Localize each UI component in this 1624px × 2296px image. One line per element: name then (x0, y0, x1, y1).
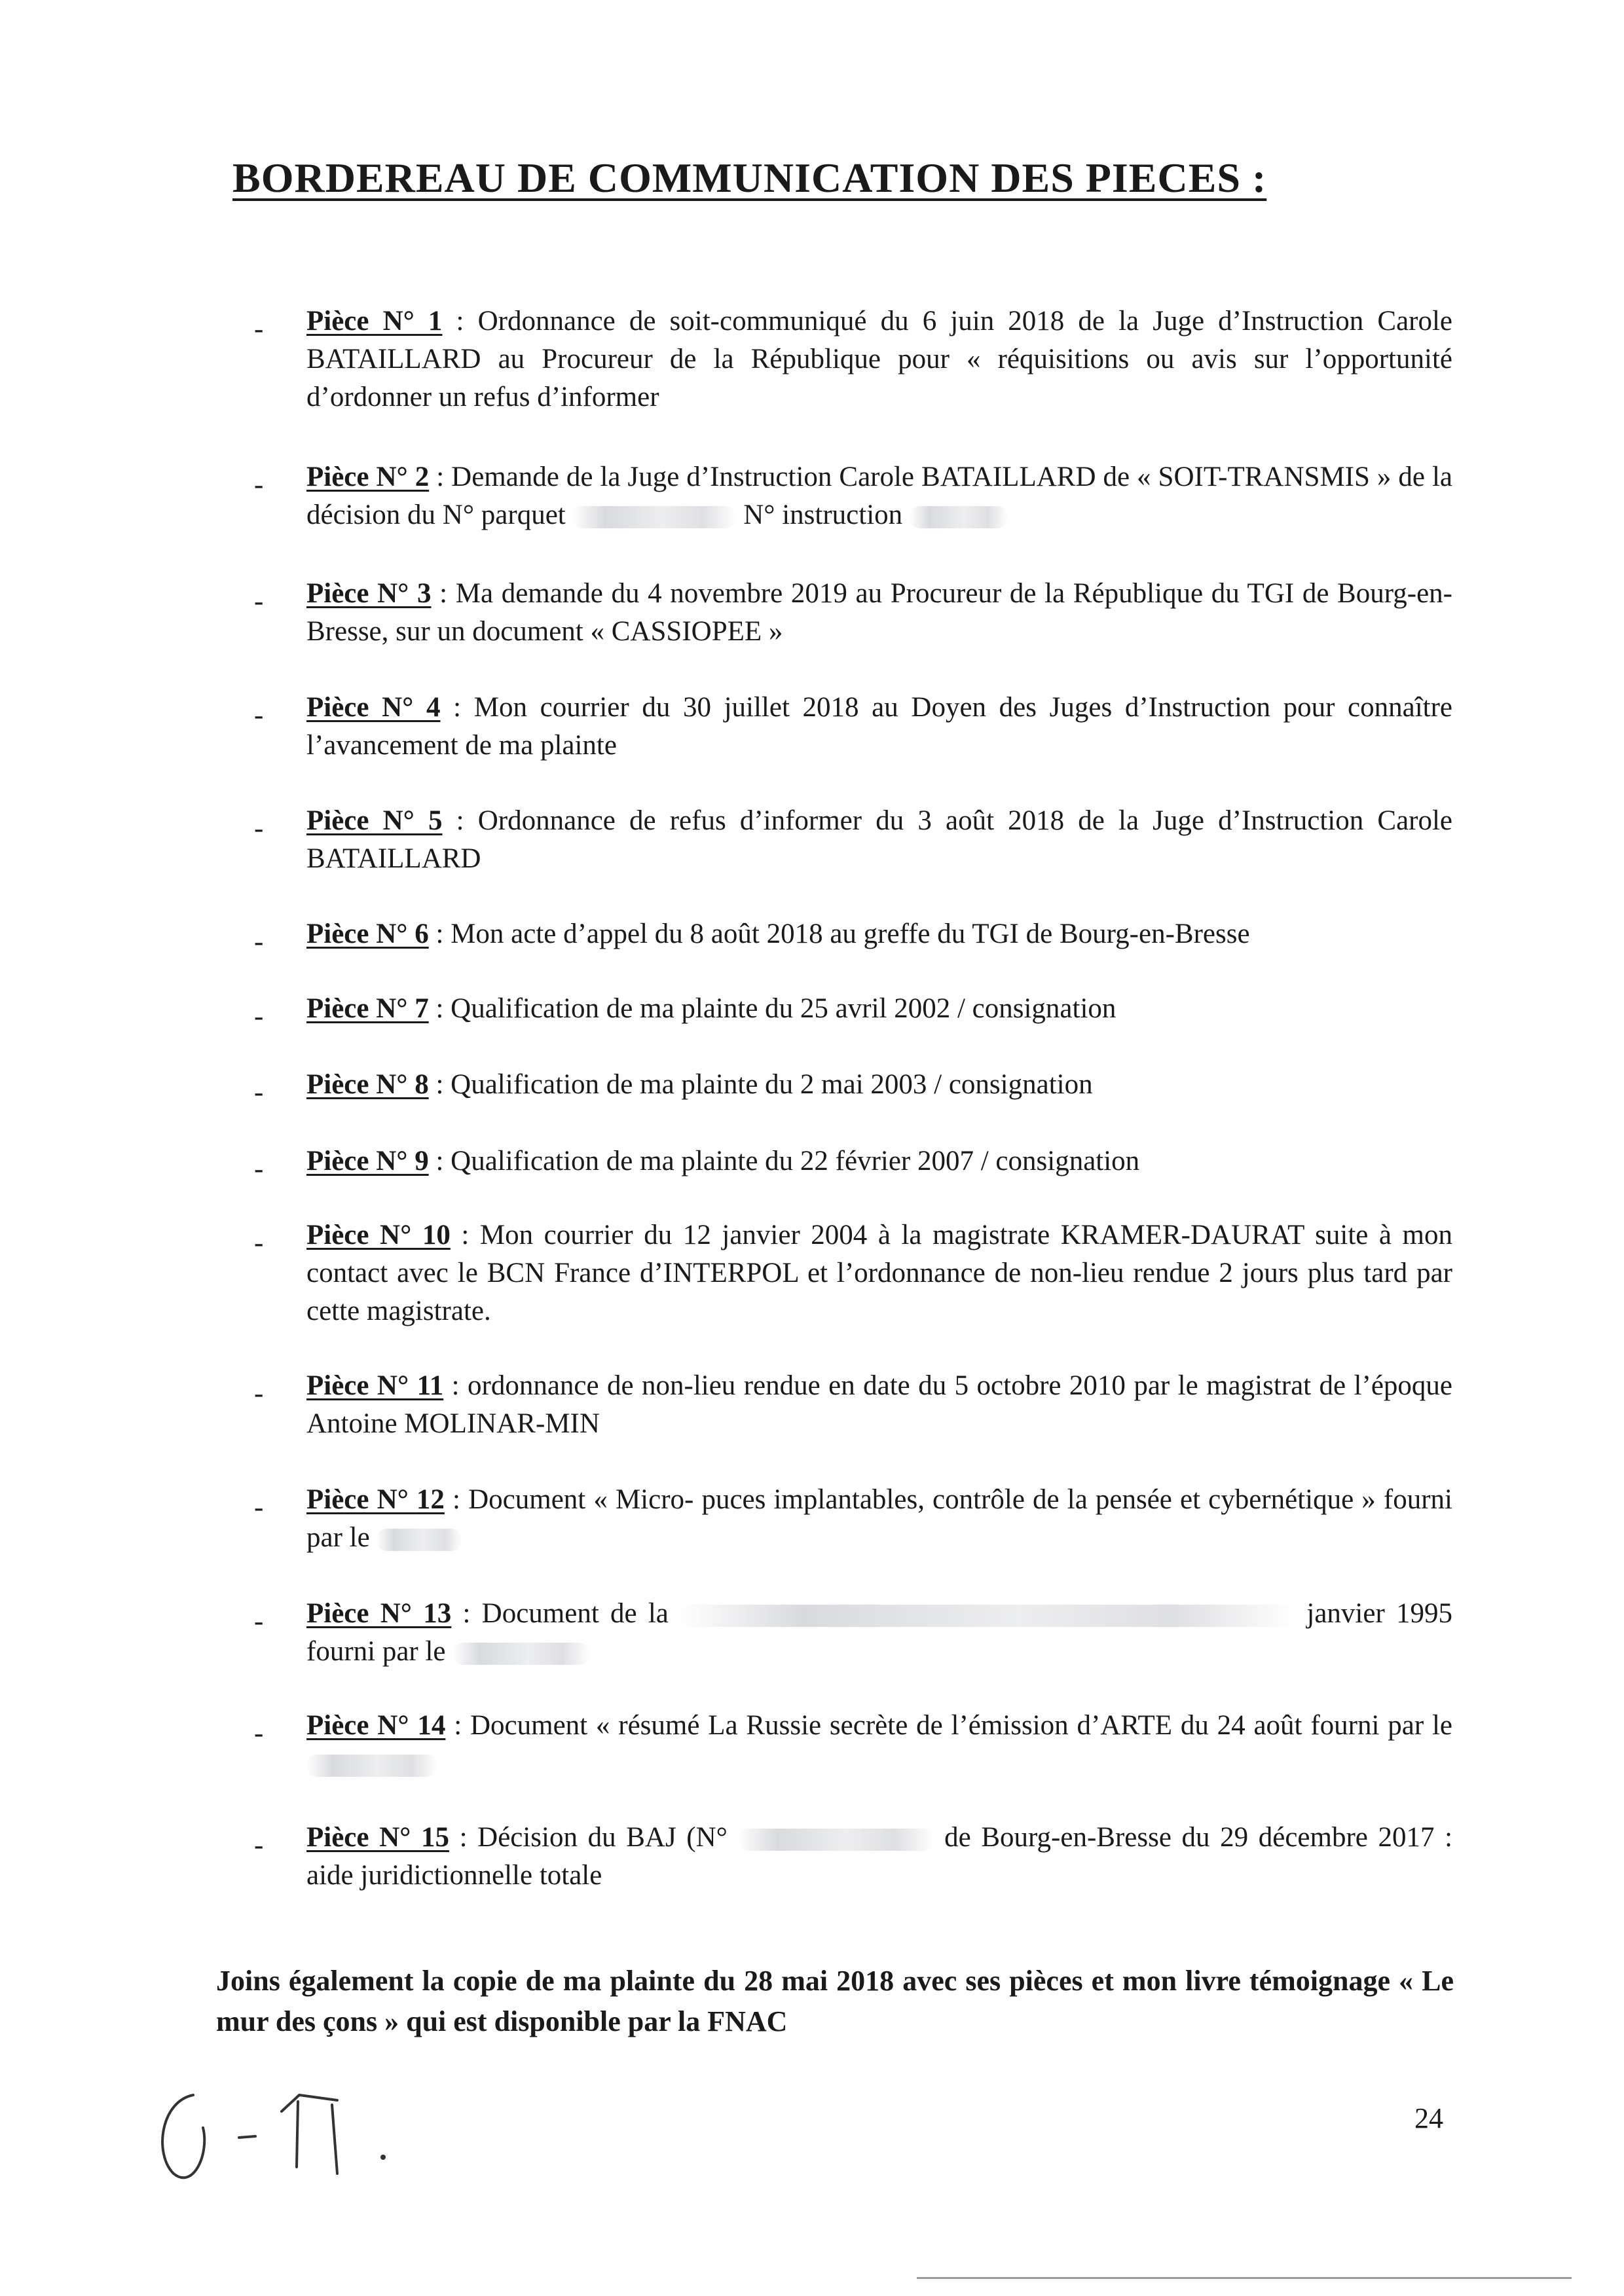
bullet-dash: - (254, 1606, 264, 1637)
bullet-dash: - (254, 1492, 264, 1523)
list-item-piece-8: - Pièce N° 8 : Qualification de ma plainte du 2 mai 2003 / consignation (306, 1066, 1452, 1104)
list-item-piece-15: - Pièce N° 15 : Décision du BAJ (N° de Bourg-en-Bresse du 29 décembre 2017 : aide juridictionnelle totale (254, 1822, 1453, 1891)
list-item-piece-7: - Pièce N° 7 : Qualification de ma plainte du 25 avril 2002 / consignation (306, 990, 1452, 1028)
piece-label: Pièce N° 9 (306, 1146, 429, 1176)
list-item-piece-11: - Pièce N° 11 : ordonnance de non-lieu rendue en date du 5 octobre 2010 par le magistrat de l’époque Antoine MOLINAR-MIN (254, 1370, 1452, 1439)
list-item-piece-10: - Pièce N° 10 : Mon courrier du 12 janvier 2004 à la magistrate KRAMER-DAURAT suite à mon contact avec le BCN France d’INTERPOL et l’ordonnance de non-lieu rendue 2 jours plus tard par cette magistrate. (254, 1220, 1453, 1326)
bullet-dash: - (254, 813, 264, 844)
bottom-divider (917, 2277, 1572, 2279)
list-item-piece-6: - Pièce N° 6 : Mon acte d’appel du 8 août 2018 au greffe du TGI de Bourg-en-Bresse (306, 915, 1452, 953)
bullet-dash: - (254, 1228, 264, 1258)
initial-stroke-o (162, 2095, 204, 2178)
list-item-piece-4: - Pièce N° 4 : Mon courrier du 30 juillet 2018 au Doyen des Juges d’Instruction pour connaître l’avancement de ma plainte (254, 692, 1453, 761)
piece-text: janvier 1995 fourni par le (306, 1598, 1453, 1667)
bullet-dash: - (254, 586, 264, 617)
piece-text: de Bourg-en-Bresse du 29 décembre 2017 : aide juridictionnelle totale (306, 1822, 1453, 1891)
piece-label: Pièce N° 15 (306, 1822, 449, 1853)
list-item-piece-5: - Pièce N° 5 : Ordonnance de refus d’informer du 3 août 2018 de la Juge d’Instruction Carole BATAILLARD (254, 805, 1453, 874)
redacted-area (452, 1643, 590, 1665)
list-item-piece-12: - Pièce N° 12 : Document « Micro- puces implantables, contrôle de la pensée et cybernétique » fourni par le (254, 1484, 1452, 1553)
piece-label: Pièce N° 11 (306, 1370, 444, 1401)
piece-label: Pièce N° 12 (306, 1484, 445, 1515)
bullet-dash: - (254, 1718, 264, 1749)
piece-text: Demande de la Juge d’Instruction Carole BATAILLARD de « SOIT-TRANSMIS » de la décision du N° parquet (306, 462, 1452, 530)
redacted-area (377, 1529, 462, 1551)
piece-label: Pièce N° 2 (306, 462, 430, 492)
piece-label: Pièce N° 6 (306, 919, 429, 949)
piece-text: Qualification de ma plainte du 2 mai 2003 / consignation (451, 1069, 1093, 1100)
bullet-dash: - (254, 1077, 264, 1108)
piece-label: Pièce N° 7 (306, 993, 429, 1024)
piece-label: Pièce N° 1 (306, 306, 443, 337)
list-item-piece-13: - Pièce N° 13 : Document de la janvier 1995 fourni par le (254, 1598, 1453, 1667)
list-item-piece-2: - Pièce N° 2 : Demande de la Juge d’Instruction Carole BATAILLARD de « SOIT-TRANSMIS » de la décision du N° parquet N° instruction (254, 462, 1452, 530)
piece-text: Qualification de ma plainte du 25 avril 2002 / consignation (451, 993, 1116, 1024)
initial-stroke-n (282, 2095, 337, 2174)
bullet-dash: - (254, 700, 264, 731)
bullet-dash: - (254, 469, 264, 500)
redacted-area (572, 506, 736, 528)
piece-label: Pièce N° 4 (306, 692, 441, 723)
piece-text: Document de la (481, 1598, 669, 1629)
piece-text: Décision du BAJ (N° (477, 1822, 728, 1853)
piece-text: Qualification de ma plainte du 22 février 2007 / consignation (451, 1146, 1140, 1176)
bullet-dash: - (254, 1830, 264, 1861)
bullet-dash: - (254, 1154, 264, 1184)
piece-text: Document « Micro- puces implantables, contrôle de la pensée et cybernétique » fourni par le (306, 1484, 1452, 1553)
piece-text: Ordonnance de soit-communiqué du 6 juin 2018 de la Juge d’Instruction Carole BATAILLARD au Procureur de la République pour « réquisitions ou avis sur l’opportunité d’ordonner un refus d’informer (306, 306, 1453, 412)
page-number: 24 (1414, 2102, 1443, 2134)
piece-label: Pièce N° 13 (306, 1598, 452, 1629)
piece-text: Document « résumé La Russie secrète de l’émission d’ARTE du 24 août fourni par le (470, 1710, 1453, 1741)
piece-label: Pièce N° 3 (306, 578, 432, 609)
piece-text: N° instruction (743, 500, 903, 530)
piece-label: Pièce N° 5 (306, 805, 443, 836)
initial-stroke-dash (239, 2136, 255, 2138)
list-item-piece-1: - Pièce N° 1 : Ordonnance de soit-communiqué du 6 juin 2018 de la Juge d’Instruction Carole BATAILLARD au Procureur de la République pour « réquisitions ou avis sur l’opportunité d’ordonner un refus d’informer (254, 306, 1453, 412)
bullet-dash: - (254, 314, 264, 344)
piece-label: Pièce N° 8 (306, 1069, 429, 1100)
piece-label: Pièce N° 10 (306, 1220, 451, 1250)
redacted-area (738, 1829, 934, 1851)
bullet-dash: - (254, 1378, 264, 1409)
page-title: BORDEREAU DE COMMUNICATION DES PIECES : (232, 155, 1267, 201)
piece-text: Ordonnance de refus d’informer du 3 août 2018 de la Juge d’Instruction Carole BATAILLARD (306, 805, 1453, 874)
piece-text: Ma demande du 4 novembre 2019 au Procureur de la République du TGI de Bourg-en-Bresse, sur un document « CASSIOPEE » (306, 578, 1453, 647)
initial-stroke-dot (380, 2155, 386, 2160)
piece-text: Mon acte d’appel du 8 août 2018 au greffe du TGI de Bourg-en-Bresse (451, 919, 1250, 949)
redacted-area (680, 1605, 1295, 1627)
handwritten-initials (147, 2075, 409, 2200)
piece-text: Mon courrier du 12 janvier 2004 à la magistrate KRAMER-DAURAT suite à mon contact avec le BCN France d’INTERPOL et l’ordonnance de non-lieu rendue 2 jours plus tard par cette magistrate. (306, 1220, 1453, 1326)
redacted-area (910, 506, 1008, 528)
bullet-dash: - (254, 1001, 264, 1032)
closing-note: Joins également la copie de ma plainte du 28 mai 2018 avec ses pièces et mon livre témoignage « Le mur des çons » qui est disponible par la FNAC (216, 1965, 1454, 2037)
piece-text: Mon courrier du 30 juillet 2018 au Doyen des Juges d’Instruction pour connaître l’avancement de ma plainte (306, 692, 1453, 761)
piece-text: ordonnance de non-lieu rendue en date du 5 octobre 2010 par le magistrat de l’époque Antoine MOLINAR-MIN (306, 1370, 1452, 1439)
piece-label: Pièce N° 14 (306, 1710, 446, 1741)
list-item-piece-14: - Pièce N° 14 : Document « résumé La Russie secrète de l’émission d’ARTE du 24 août fourni par le (306, 1707, 1452, 1783)
bullet-dash: - (254, 926, 264, 957)
redacted-area (306, 1755, 437, 1777)
list-item-piece-3: - Pièce N° 3 : Ma demande du 4 novembre 2019 au Procureur de la République du TGI de Bourg-en-Bresse, sur un document « CASSIOPEE » (254, 578, 1453, 647)
list-item-piece-9: - Pièce N° 9 : Qualification de ma plainte du 22 février 2007 / consignation (306, 1142, 1452, 1180)
